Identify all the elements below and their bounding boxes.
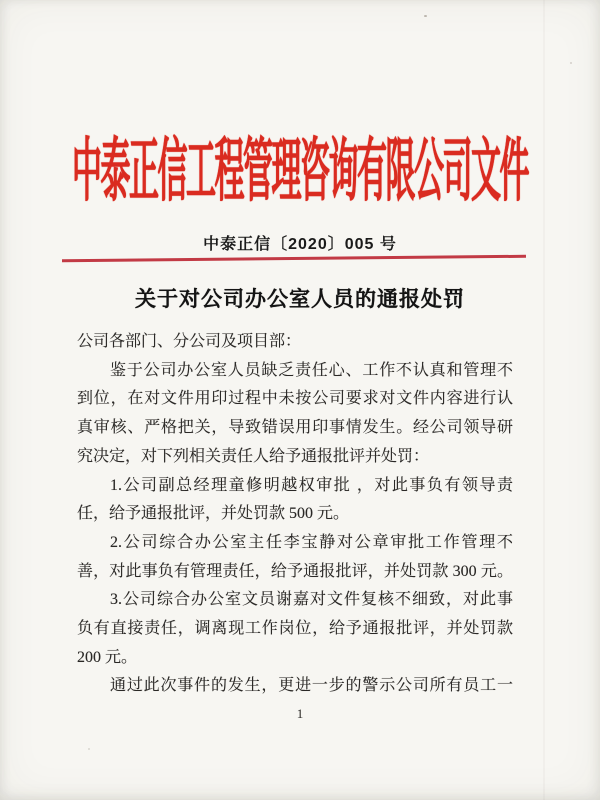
body-line: 2.公司综合办公室主任李宝静对公章审批工作管理不 <box>110 533 513 551</box>
body-line: 到位，在对文件用印过程中未按公司要求对文件内容进行认 <box>77 390 513 408</box>
scan-speck <box>570 62 572 64</box>
document-number: 中泰正信〔2020〕005 号 <box>203 236 397 253</box>
company-red-header-title: 中泰正信工程管理咨询有限公司文件 <box>72 134 528 211</box>
body-line: 200 元。 <box>77 648 138 666</box>
body-line: 1.公司副总经理童修明越权审批 ，对此事负有领导责 <box>110 476 513 494</box>
body-line: 任，给予通报批评，并处罚款 500 元。 <box>77 505 350 523</box>
body-line: 善，对此事负有管理责任，给予通报批评，并处罚款 300 元。 <box>77 562 513 580</box>
body-line: 公司各部门、分公司及项目部： <box>77 333 302 350</box>
scan-fold-line <box>543 0 545 800</box>
body-line: 通过此次事件的发生，更进一步的警示公司所有员工一 <box>110 677 513 695</box>
document-title: 关于对公司办公室人员的通报处罚 <box>135 287 465 311</box>
scan-speck <box>424 15 427 17</box>
body-line: 3.公司综合办公室文员谢嘉对文件复核不细致，对此事 <box>110 591 513 609</box>
body-line: 究决定，对下列相关责任人给予通报批评并处罚： <box>77 447 430 465</box>
body-line: 鉴于公司办公室人员缺乏责任心、工作不认真和管理不 <box>110 361 513 379</box>
document-body <box>77 328 513 701</box>
scan-speck <box>88 748 90 750</box>
body-line: 负有直接责任，调离现工作岗位，给予通报批评，并处罚款 <box>77 620 513 638</box>
red-divider-line <box>62 255 526 262</box>
body-line: 真审核、严格把关，导致错误用印事情发生。经公司领导研 <box>77 419 513 437</box>
page-number: 1 <box>296 706 304 721</box>
